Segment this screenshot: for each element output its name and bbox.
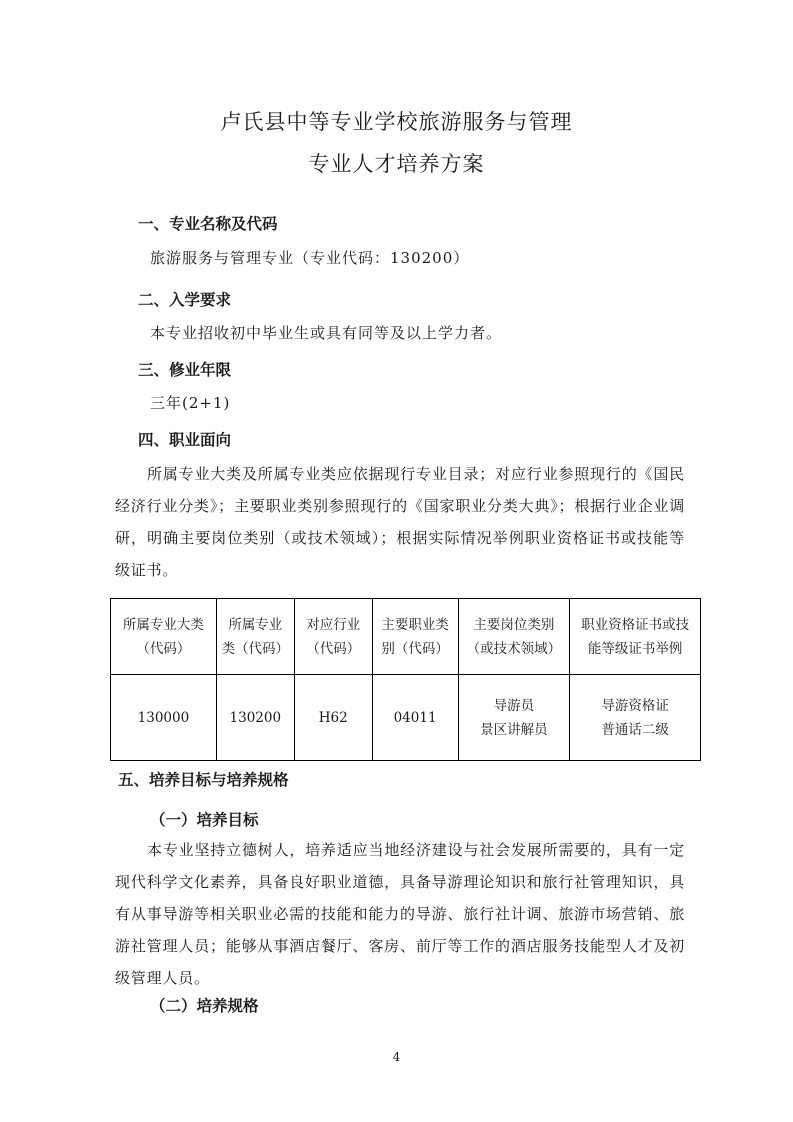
table-cell: 04011: [372, 675, 458, 761]
table-header-cell: 主要职业类 别（代码）: [372, 599, 458, 675]
table-header-cell: 所属专业 类（代码）: [216, 599, 294, 675]
table-cell: 导游资格证 普通话二级: [570, 675, 701, 761]
table-cell: 导游员 景区讲解员: [458, 675, 570, 761]
table-cell: 130200: [216, 675, 294, 761]
table-cell: 130000: [111, 675, 217, 761]
section-3-text: 三年(2+1): [150, 394, 231, 412]
section-5-heading: 五、培养目标与培养规格: [118, 771, 289, 789]
section-5-1-heading: （一）培养目标: [150, 811, 259, 829]
table-header-cell: 职业资格证书或技 能等级证书举例: [570, 599, 701, 675]
section-1-text: 旅游服务与管理专业（专业代码：130200）: [150, 249, 470, 267]
table-cell: H62: [294, 675, 372, 761]
section-5-2-heading: （二）培养规格: [150, 997, 259, 1015]
section-5-1-paragraph: 本专业坚持立德树人，培养适应当地经济建设与社会发展所需要的，具有一定现代科学文化素养，具备良好职业道德，具备导游理论知识和旅行社管理知识，具有从事导游等相关职业必需的技能和能力的导游、旅行社计调、旅游市场营销、旅游社管理人员；能够从事酒店餐厅、客房、前厅等工作的酒店服务技能型人才及初级管理人员。: [115, 841, 685, 987]
section-2-text: 本专业招收初中毕业生或具有同等及以上学力者。: [150, 324, 503, 342]
document-title-line2: 专业人才培养方案: [308, 152, 485, 176]
table-header-row: [111, 599, 701, 675]
section-1-heading: 一、专业名称及代码: [138, 215, 278, 233]
table-header-cell: 主要岗位类别 （或技术领域）: [458, 599, 570, 675]
section-2-heading: 二、入学要求: [138, 291, 232, 309]
section-4-paragraph: 所属专业大类及所属专业类应依据现行专业目录；对应行业参照现行的《国民经济行业分类》；主要职业类别参照现行的《国家职业分类大典》；根据行业企业调研，明确主要岗位类别（或技术领域）；根据实际情况举例职业资格证书或技能等级证书。: [115, 465, 685, 579]
table-header-cell: 对应行业 （代码）: [294, 599, 372, 675]
page-number: 4: [392, 1050, 401, 1064]
section-3-heading: 三、修业年限: [138, 361, 232, 379]
table-row: [111, 675, 701, 761]
section-4-heading: 四、职业面向: [138, 431, 232, 449]
occupation-table: [110, 598, 701, 761]
document-title-line1: 卢氏县中等专业学校旅游服务与管理: [220, 110, 573, 134]
table-header-cell: 所属专业大类 （代码）: [111, 599, 217, 675]
